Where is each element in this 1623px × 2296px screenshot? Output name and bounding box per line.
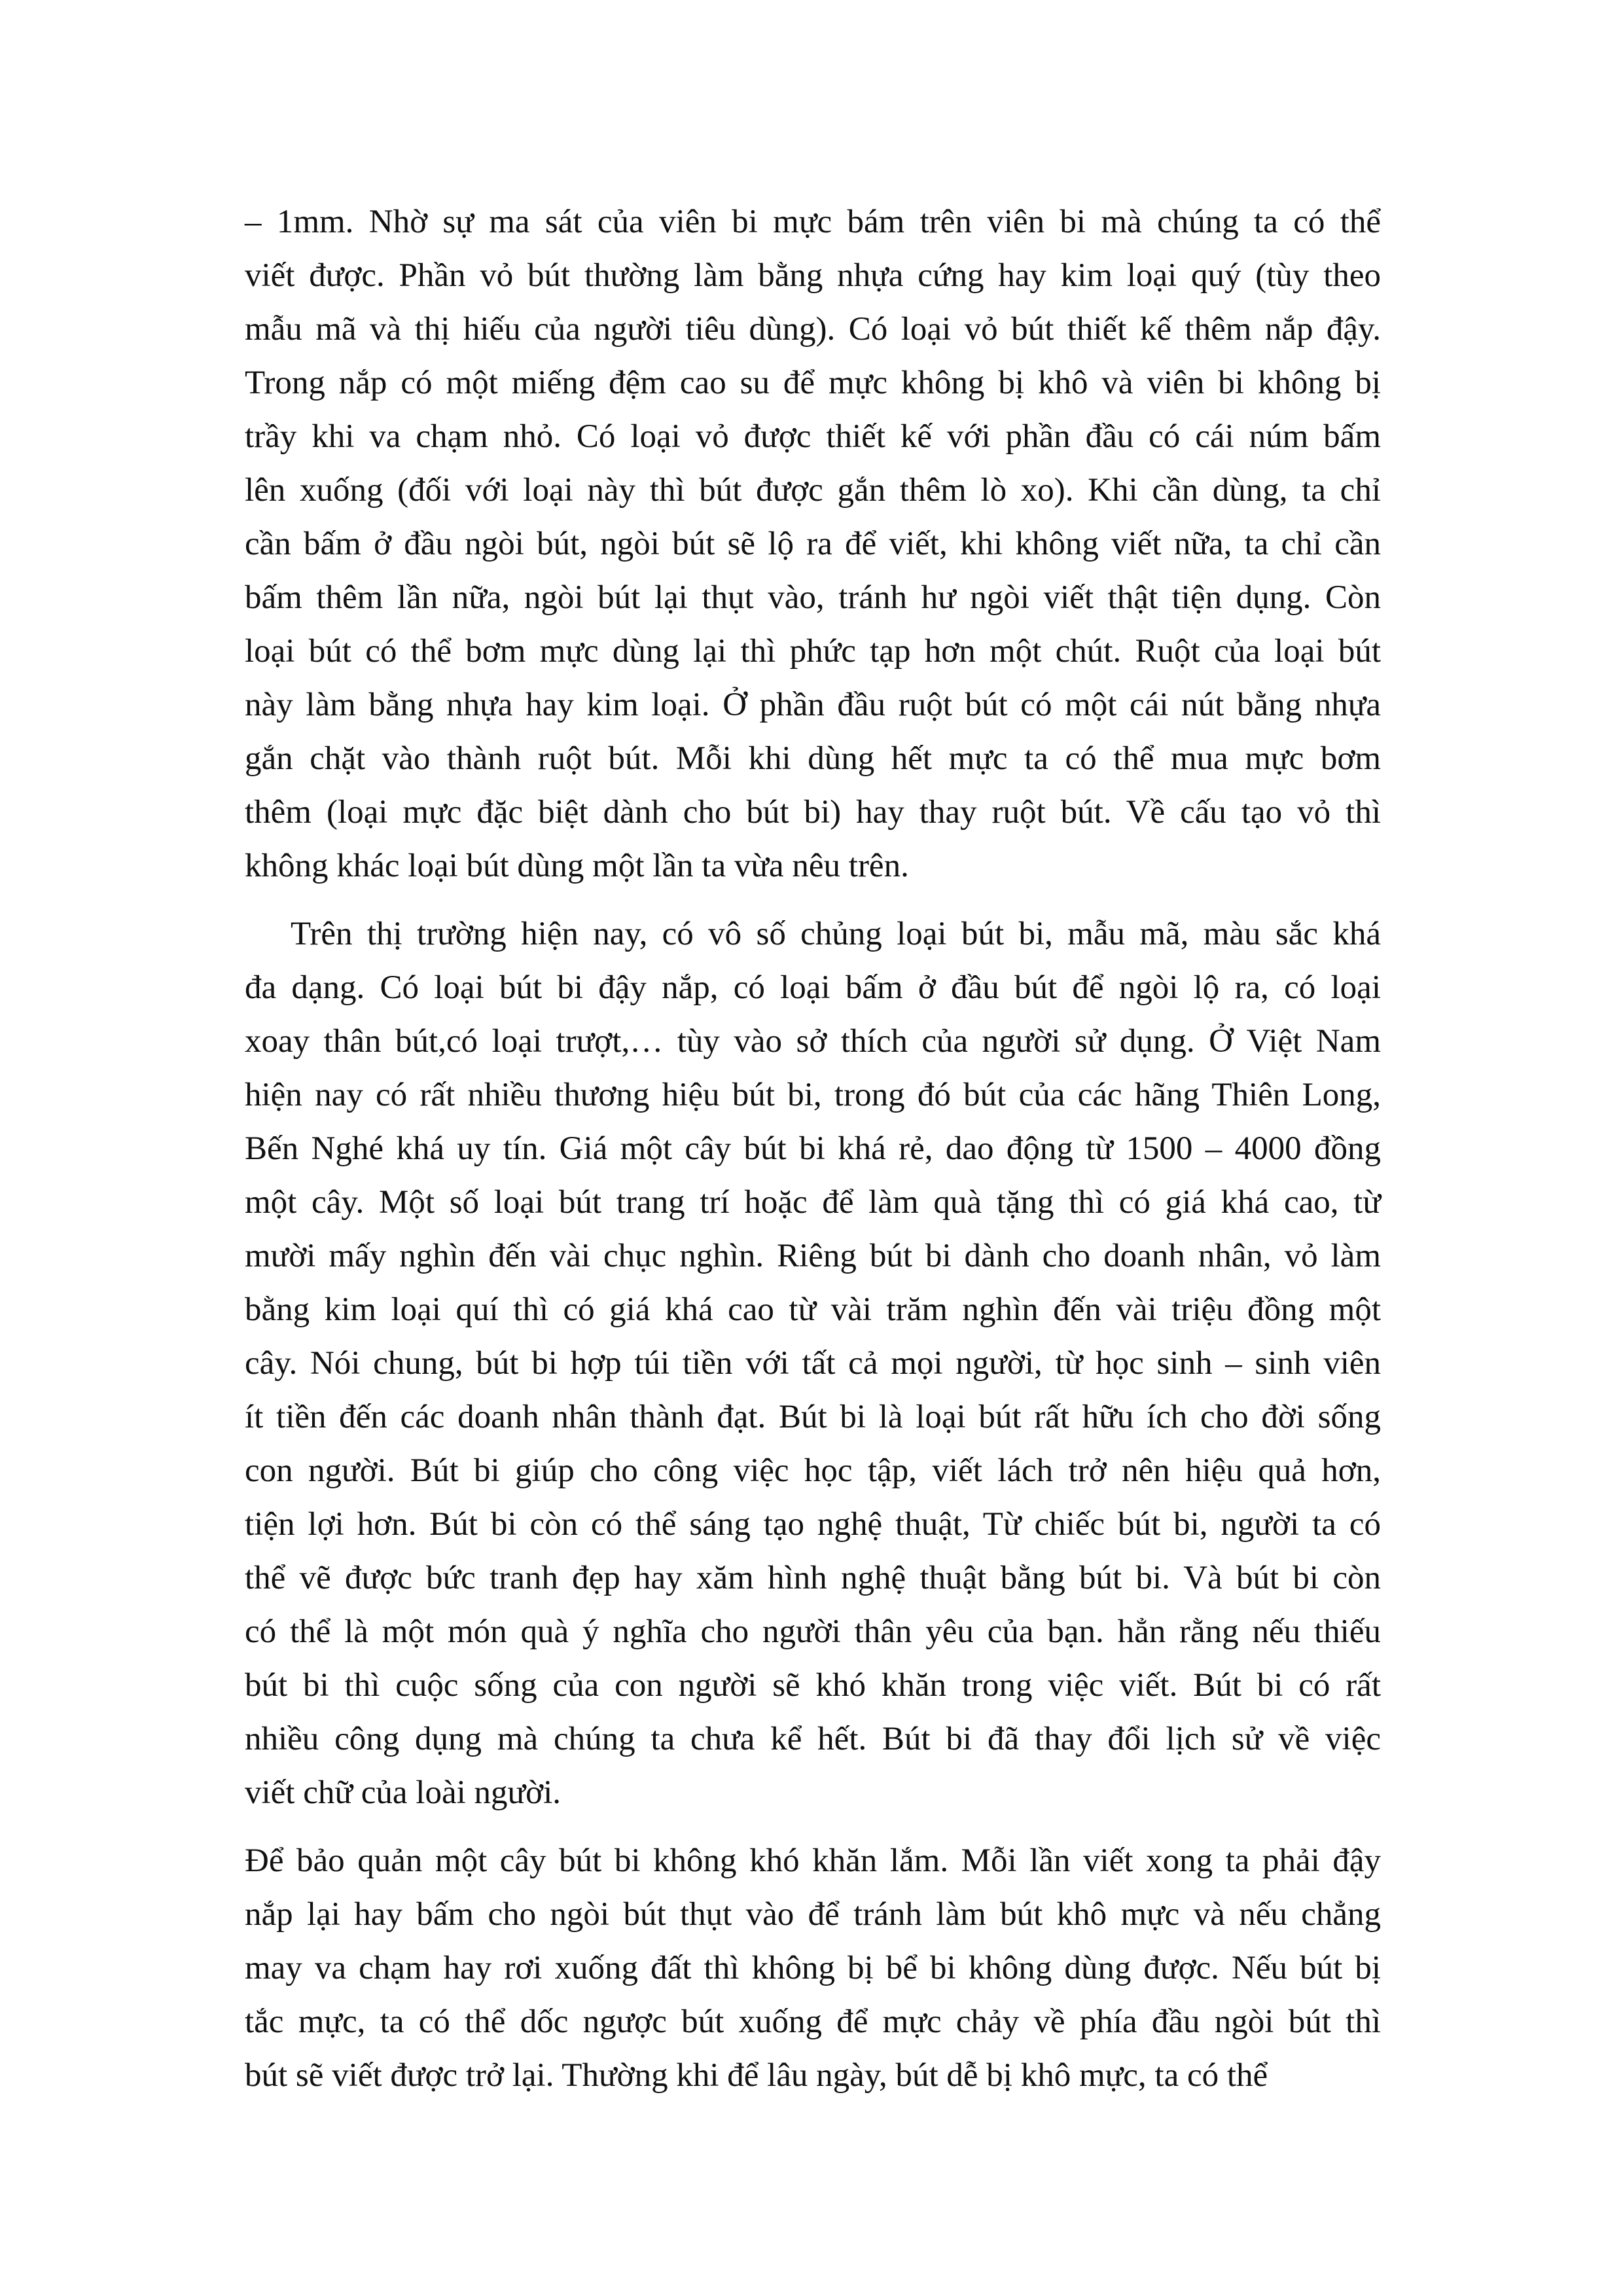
text-line: ít tiền đến các doanh nhân thành đạt. Bút bi là loại bút rất hữu ích cho đời sống: [245, 1399, 1381, 1435]
text-line: trầy khi va chạm nhỏ. Có loại vỏ được thiết kế với phần đầu có cái núm bấm: [245, 418, 1381, 455]
text-line: gắn chặt vào thành ruột bút. Mỗi khi dùng hết mực ta có thể mua mực bơm: [245, 740, 1381, 777]
text-line: một cây. Một số loại bút trang trí hoặc để làm quà tặng thì có giá khá cao, từ: [245, 1184, 1381, 1221]
text-line: nhiều công dụng mà chúng ta chưa kể hết. Bút bi đã thay đổi lịch sử về việc: [245, 1721, 1381, 1757]
text-line: Để bảo quản một cây bút bi không khó khăn lắm. Mỗi lần viết xong ta phải đậy: [245, 1842, 1381, 1879]
text-line: đa dạng. Có loại bút bi đậy nắp, có loại bấm ở đầu bút để ngòi lộ ra, có loại: [245, 969, 1381, 1006]
text-line: loại bút có thể bơm mực dùng lại thì phức tạp hơn một chút. Ruột của loại bút: [245, 633, 1381, 670]
text-line: bút sẽ viết được trở lại. Thường khi để lâu ngày, bút dễ bị khô mực, ta có thể: [245, 2057, 1268, 2094]
text-line: tiện lợi hơn. Bút bi còn có thể sáng tạo nghệ thuật, Từ chiếc bút bi, người ta có: [245, 1506, 1381, 1543]
text-line: cây. Nói chung, bút bi hợp túi tiền với tất cả mọi người, từ học sinh – sinh viên: [245, 1345, 1381, 1382]
text-line: bấm thêm lần nữa, ngòi bút lại thụt vào, tránh hư ngòi viết thật tiện dụng. Còn: [245, 579, 1381, 616]
text-line: có thể là một món quà ý nghĩa cho người thân yêu của bạn. hẳn rằng nếu thiếu: [245, 1613, 1381, 1650]
text-line: – 1mm. Nhờ sự ma sát của viên bi mực bám trên viên bi mà chúng ta có thể: [245, 204, 1381, 240]
paragraph: [245, 907, 1381, 1820]
text-line: bằng kim loại quí thì có giá khá cao từ vài trăm nghìn đến vài triệu đồng một: [245, 1291, 1381, 1328]
paragraph: [245, 1834, 1381, 2102]
text-line: này làm bằng nhựa hay kim loại. Ở phần đầu ruột bút có một cái nút bằng nhựa: [245, 687, 1381, 723]
text-line: cần bấm ở đầu ngòi bút, ngòi bút sẽ lộ ra để viết, khi không viết nữa, ta chỉ cần: [245, 526, 1381, 562]
text-line: mẫu mã và thị hiếu của người tiêu dùng). Có loại vỏ bút thiết kế thêm nắp đậy.: [245, 311, 1381, 348]
text-line: tắc mực, ta có thể dốc ngược bút xuống để mực chảy về phía đầu ngòi bút thì: [245, 2003, 1381, 2040]
text-line: bút bi thì cuộc sống của con người sẽ khó khăn trong việc viết. Bút bi có rất: [245, 1667, 1381, 1704]
text-line: Bến Nghé khá uy tín. Giá một cây bút bi khá rẻ, dao động từ 1500 – 4000 đồng: [245, 1130, 1381, 1167]
text-line: may va chạm hay rơi xuống đất thì không bị bể bi không dùng được. Nếu bút bị: [245, 1950, 1381, 1986]
text-line: nắp lại hay bấm cho ngòi bút thụt vào để tránh làm bút khô mực và nếu chẳng: [245, 1896, 1381, 1933]
text-line: lên xuống (đối với loại này thì bút được gắn thêm lò xo). Khi cần dùng, ta chỉ: [245, 472, 1381, 509]
text-line: thể vẽ được bức tranh đẹp hay xăm hình nghệ thuật bằng bút bi. Và bút bi còn: [245, 1560, 1381, 1596]
text-line: mười mấy nghìn đến vài chục nghìn. Riêng bút bi dành cho doanh nhân, vỏ làm: [245, 1238, 1381, 1274]
text-line: xoay thân bút,có loại trượt,… tùy vào sở thích của người sử dụng. Ở Việt Nam: [245, 1023, 1381, 1060]
paragraph: [245, 195, 1381, 893]
text-line: hiện nay có rất nhiều thương hiệu bút bi, trong đó bút của các hãng Thiên Long,: [245, 1077, 1381, 1113]
text-line: Trong nắp có một miếng đệm cao su để mực không bị khô và viên bi không bị: [245, 365, 1381, 401]
text-line: con người. Bút bi giúp cho công việc học tập, viết lách trở nên hiệu quả hơn,: [245, 1452, 1381, 1489]
text-line: viết được. Phần vỏ bút thường làm bằng nhựa cứng hay kim loại quý (tùy theo: [245, 257, 1381, 294]
text-line: viết chữ của loài người.: [245, 1774, 562, 1811]
text-line: không khác loại bút dùng một lần ta vừa nêu trên.: [245, 848, 909, 884]
document-body: [245, 195, 1381, 2102]
text-line: thêm (loại mực đặc biệt dành cho bút bi) hay thay ruột bút. Về cấu tạo vỏ thì: [245, 794, 1381, 831]
text-line: Trên thị trường hiện nay, có vô số chủng loại bút bi, mẫu mã, màu sắc khá: [291, 916, 1381, 952]
